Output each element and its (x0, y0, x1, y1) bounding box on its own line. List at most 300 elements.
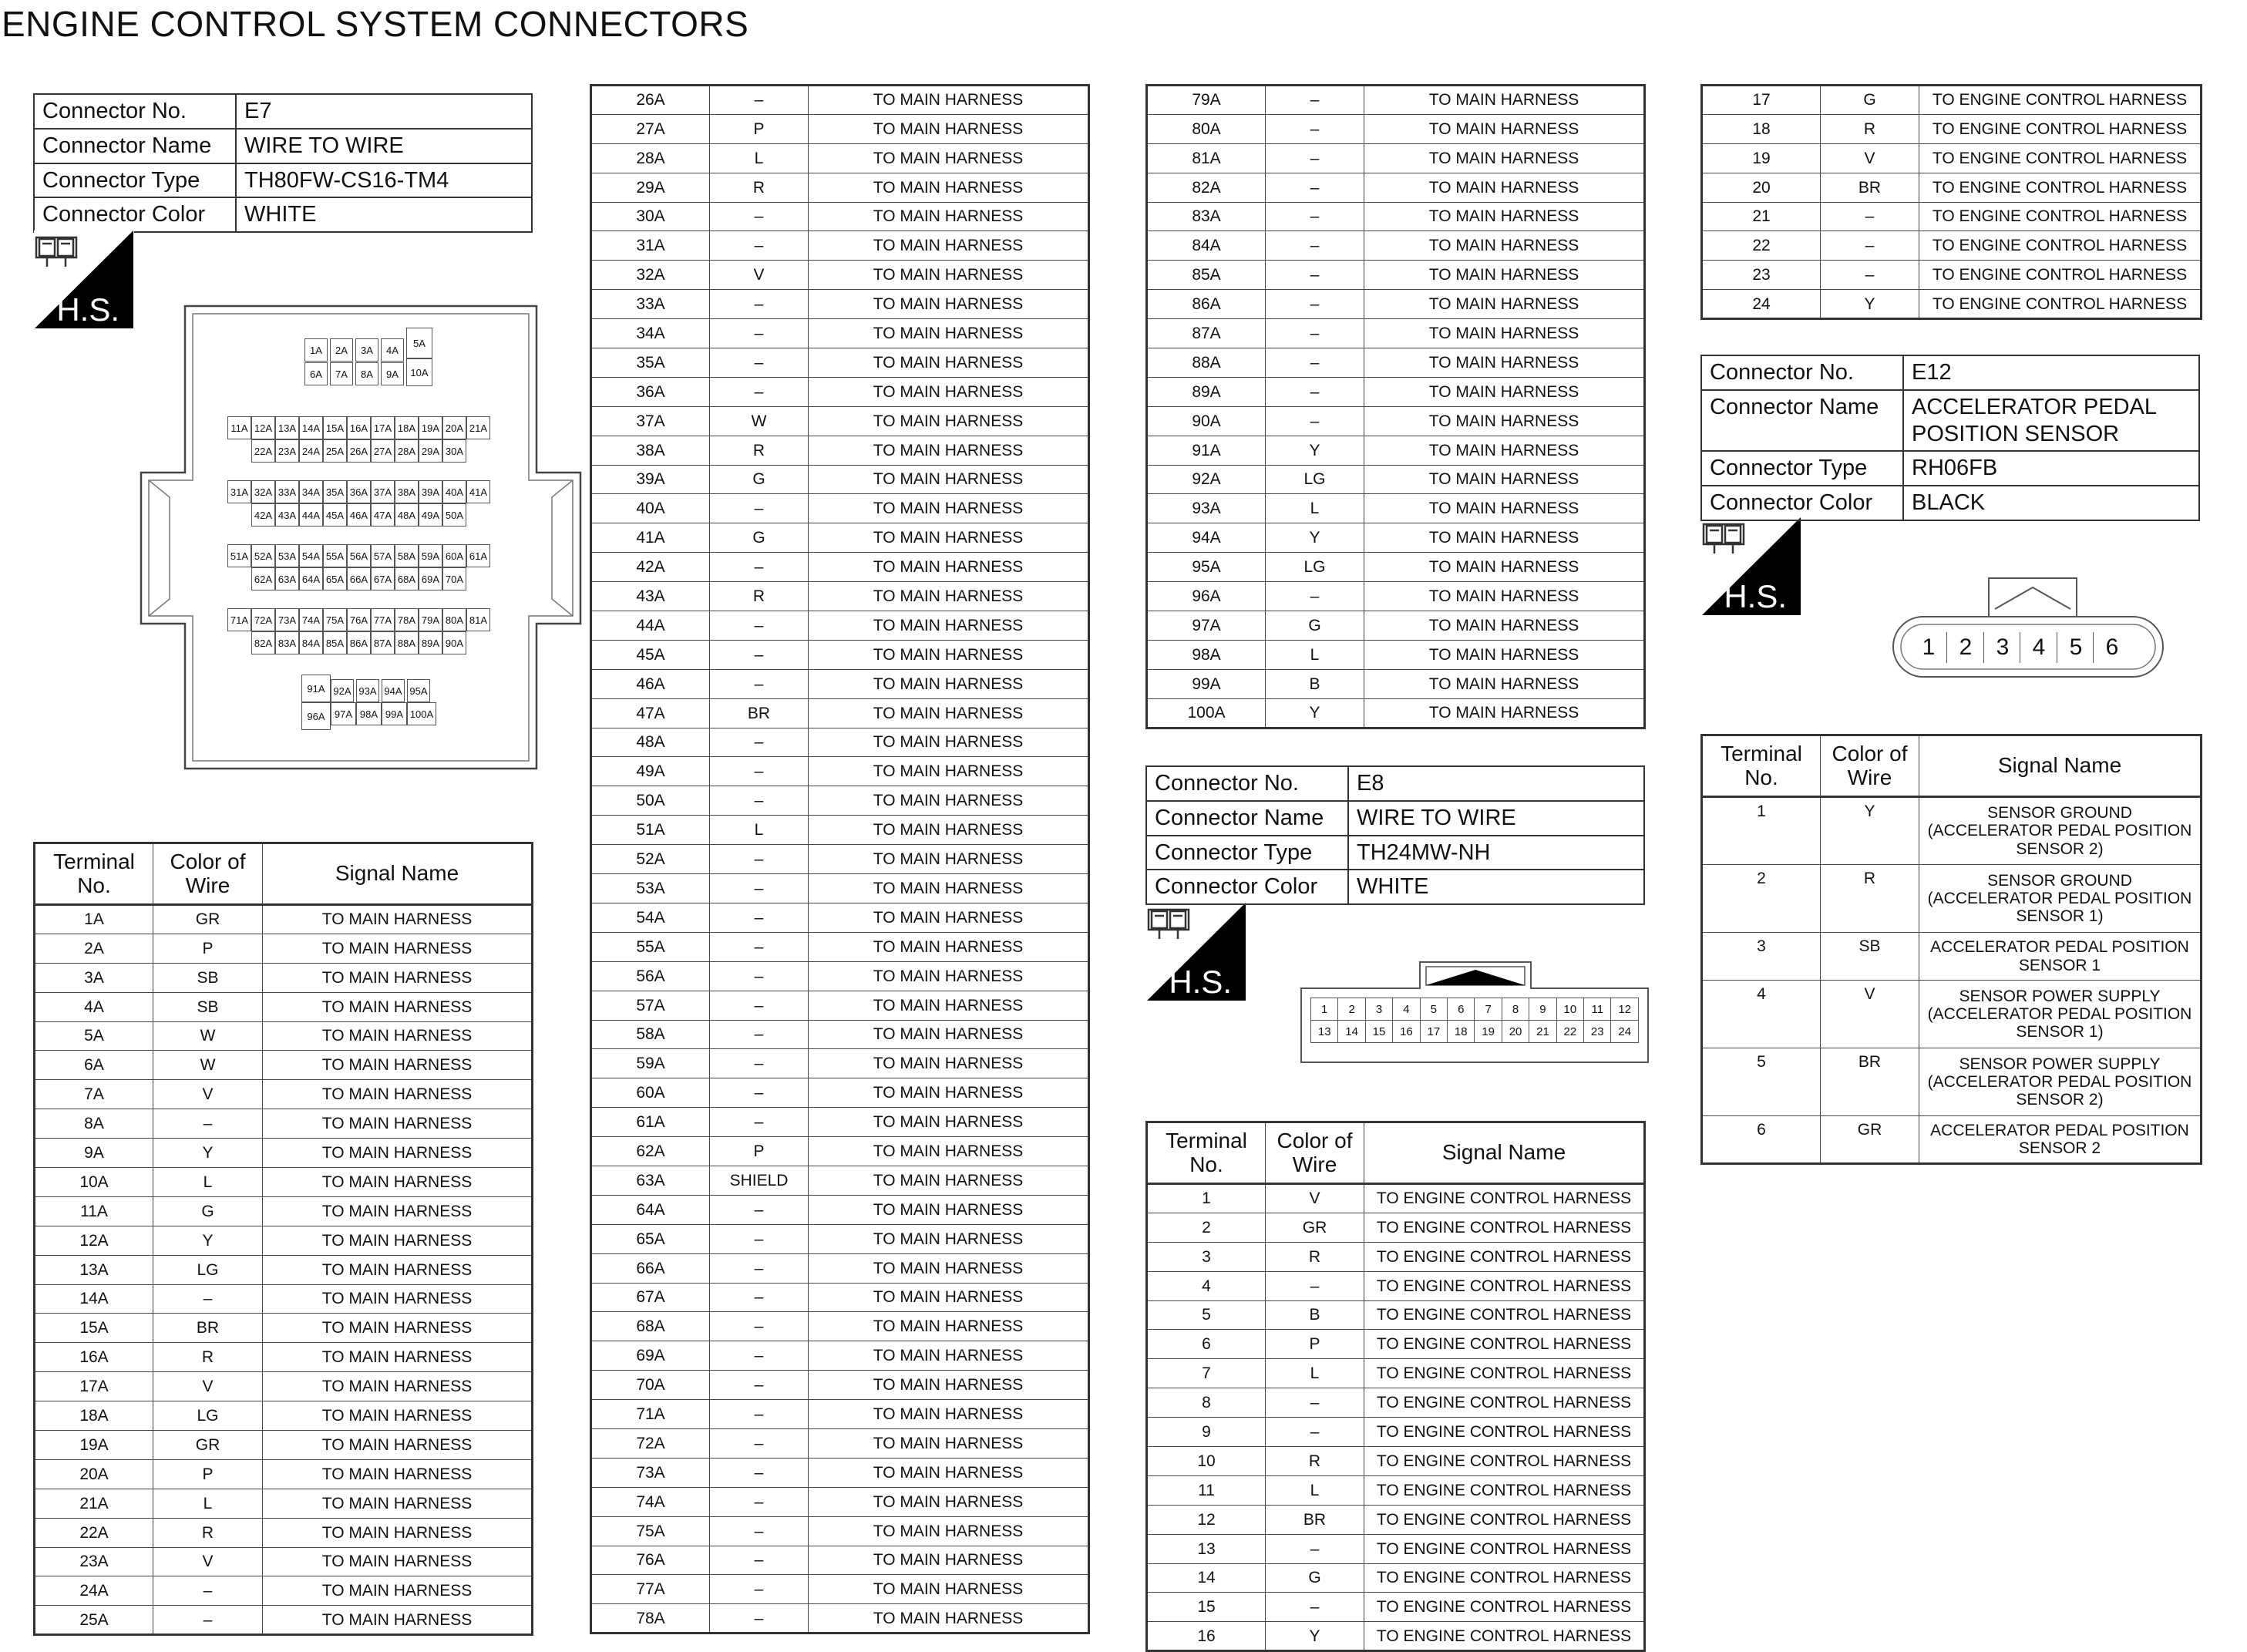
terminal-no: 76A (591, 1546, 710, 1575)
table-row (1147, 1593, 1645, 1622)
pin-cell: 60A (442, 544, 466, 567)
table-row (591, 1078, 1089, 1108)
table-row (591, 786, 1089, 816)
signal-name: TO MAIN HARNESS (809, 932, 1089, 961)
wire-color: Y (1266, 1622, 1364, 1651)
table-row (1147, 553, 1645, 582)
e12-no: E12 (1903, 355, 2199, 390)
table-row (1147, 1330, 1645, 1359)
terminal-no: 51A (591, 816, 710, 845)
wire-color: – (710, 786, 809, 816)
hs-label: H.S. (56, 291, 119, 328)
terminal-no: 15 (1147, 1593, 1266, 1622)
table-row (591, 669, 1089, 698)
wire-color: V (1821, 981, 1919, 1048)
wire-color: – (710, 1487, 809, 1516)
signal-name (1919, 933, 2202, 981)
terminal-no: 2A (35, 934, 153, 963)
table-row (1147, 114, 1645, 143)
e12-color: BLACK (1903, 486, 2199, 520)
signal-name: TO MAIN HARNESS (809, 1575, 1089, 1604)
signal-name: TO MAIN HARNESS (1364, 261, 1645, 290)
wire-color: – (710, 1108, 809, 1137)
wire-color: – (710, 1371, 809, 1400)
terminal-no: 92A (1147, 465, 1266, 494)
terminal-no: 70A (591, 1371, 710, 1400)
signal-name: TO ENGINE CONTROL HARNESS (1364, 1505, 1645, 1534)
wire-color: – (710, 1078, 809, 1108)
wire-color: – (1266, 261, 1364, 290)
terminal-no: 65A (591, 1224, 710, 1253)
terminal-no: 15A (35, 1314, 153, 1343)
signal-name (1919, 797, 2202, 865)
header-color-of-wire: Color of Wire (1266, 1122, 1364, 1184)
header-color-of-wire: Color of Wire (153, 843, 263, 905)
pin-cell: 61A (466, 544, 490, 567)
wire-color: GR (153, 1431, 263, 1460)
pin-cell: 6 (2093, 632, 2131, 663)
signal-name: TO ENGINE CONTROL HARNESS (1364, 1242, 1645, 1271)
signal-name: TO MAIN HARNESS (809, 728, 1089, 757)
wire-color: – (710, 903, 809, 932)
terminal-no: 9 (1147, 1418, 1266, 1447)
terminal-no: 72A (591, 1428, 710, 1458)
wire-color: BR (1266, 1505, 1364, 1534)
wire-color: – (710, 377, 809, 406)
wire-color: LG (1266, 553, 1364, 582)
table-row (35, 1431, 533, 1460)
label-connector-color: Connector Color (34, 197, 236, 232)
table-row (1702, 202, 2202, 231)
wire-color: – (1266, 1271, 1364, 1300)
terminal-no: 67A (591, 1283, 710, 1312)
pin-cell: 4 (1393, 998, 1420, 1021)
table-row (591, 1108, 1089, 1137)
wire-color: – (710, 845, 809, 874)
pin-cell: 1 (1922, 634, 1936, 660)
wire-color: – (710, 669, 809, 698)
signal-name: TO MAIN HARNESS (1364, 114, 1645, 143)
table-row (591, 377, 1089, 406)
signal-name: TO ENGINE CONTROL HARNESS (1364, 1475, 1645, 1505)
pin-cell: 21 (1529, 1021, 1556, 1043)
signal-name: TO MAIN HARNESS (809, 1400, 1089, 1429)
label-connector-no: Connector No. (1146, 766, 1348, 801)
signal-name-line: SENSOR 2) (2016, 1091, 2104, 1109)
pin-cell: 74A (299, 608, 323, 631)
wire-color: – (1266, 143, 1364, 173)
signal-name: TO MAIN HARNESS (809, 1020, 1089, 1049)
terminal-no: 47A (591, 698, 710, 728)
signal-name: TO ENGINE CONTROL HARNESS (1364, 1418, 1645, 1447)
table-row (591, 1400, 1089, 1429)
signal-name: TO MAIN HARNESS (1364, 348, 1645, 378)
table-row (591, 903, 1089, 932)
table-row (35, 1518, 533, 1547)
wire-color: LG (153, 1255, 263, 1284)
wire-color: B (1266, 669, 1364, 698)
wire-color: Y (1266, 698, 1364, 728)
table-row (1702, 865, 2202, 933)
table-row (1147, 319, 1645, 348)
terminal-no: 6 (1702, 1116, 1821, 1164)
header-signal-name: Signal Name (1919, 735, 2202, 797)
signal-name: TO MAIN HARNESS (263, 1284, 533, 1314)
signal-name: TO MAIN HARNESS (809, 494, 1089, 523)
wire-color: – (710, 290, 809, 319)
signal-name: TO ENGINE CONTROL HARNESS (1364, 1184, 1645, 1213)
pin-cell: 50A (442, 503, 466, 527)
pin-cell: 20A (442, 416, 466, 439)
pin-cell: 55A (323, 544, 347, 567)
table-row (1147, 231, 1645, 261)
signal-name: TO MAIN HARNESS (263, 1372, 533, 1401)
signal-name: TO MAIN HARNESS (809, 1516, 1089, 1546)
signal-name: TO ENGINE CONTROL HARNESS (1919, 290, 2202, 319)
wire-color: – (710, 1428, 809, 1458)
table-row (1147, 173, 1645, 202)
signal-name: TO ENGINE CONTROL HARNESS (1364, 1213, 1645, 1242)
signal-name: TO MAIN HARNESS (1364, 319, 1645, 348)
wire-color: L (1266, 640, 1364, 669)
pin-cell: 25A (323, 439, 347, 463)
table-row (591, 816, 1089, 845)
terminal-no: 5A (35, 1021, 153, 1051)
terminal-no: 82A (1147, 173, 1266, 202)
wire-color: L (153, 1168, 263, 1197)
pin-cell: 51A (227, 544, 251, 567)
wire-color: G (710, 523, 809, 553)
wire-color: – (710, 1312, 809, 1341)
wire-color: – (710, 1575, 809, 1604)
table-row (591, 143, 1089, 173)
terminal-no: 22 (1702, 231, 1821, 261)
wire-color: – (1266, 377, 1364, 406)
signal-name: TO MAIN HARNESS (809, 698, 1089, 728)
terminal-no: 21A (35, 1489, 153, 1518)
wire-color: R (710, 436, 809, 465)
header-terminal-no: Terminal No. (1702, 735, 1821, 797)
table-row (1702, 231, 2202, 261)
pin-cell: 98A (356, 702, 382, 725)
terminal-no: 17 (1702, 86, 1821, 115)
wire-color: GR (1266, 1213, 1364, 1242)
terminal-no: 56A (591, 961, 710, 991)
table-row (591, 290, 1089, 319)
signal-name: TO MAIN HARNESS (809, 1487, 1089, 1516)
terminal-no: 73A (591, 1458, 710, 1487)
terminal-no: 45A (591, 640, 710, 669)
signal-name-line: SENSOR 2 (2018, 1139, 2101, 1157)
table-row (591, 523, 1089, 553)
terminal-no: 71A (591, 1400, 710, 1429)
table-row (35, 1489, 533, 1518)
wire-color: R (1821, 114, 1919, 143)
terminal-no: 98A (1147, 640, 1266, 669)
pin-cell: 13A (275, 416, 299, 439)
table-row (35, 905, 533, 934)
pin-cell: 47A (371, 503, 395, 527)
pin-cell: 73A (275, 608, 299, 631)
pin-cell: 62A (251, 567, 275, 590)
table-row (591, 348, 1089, 378)
table-row (591, 1546, 1089, 1575)
pin-cell: 6A (304, 362, 328, 385)
table-row (591, 1487, 1089, 1516)
terminal-no: 7 (1147, 1359, 1266, 1388)
signal-name-line: SENSOR 1 (2018, 956, 2101, 974)
pin-cell: 63A (275, 567, 299, 590)
table-row (591, 582, 1089, 611)
signal-name: TO MAIN HARNESS (263, 1255, 533, 1284)
table-row (1147, 523, 1645, 553)
pin-cell: 99A (382, 702, 407, 725)
pin-cell: 88A (395, 631, 419, 654)
table-row (1147, 1300, 1645, 1330)
wire-color: – (710, 319, 809, 348)
terminal-no: 55A (591, 932, 710, 961)
pin-cell: 18A (395, 416, 419, 439)
pin-cell: 3 (1365, 998, 1392, 1021)
wire-color: – (710, 1195, 809, 1224)
signal-name: TO MAIN HARNESS (809, 611, 1089, 641)
terminal-no: 85A (1147, 261, 1266, 290)
terminal-no: 14A (35, 1284, 153, 1314)
terminal-no: 35A (591, 348, 710, 378)
pin-cell: 12A (251, 416, 275, 439)
wire-color: – (710, 1020, 809, 1049)
e8-name: WIRE TO WIRE (1348, 801, 1644, 836)
terminal-no: 28A (591, 143, 710, 173)
signal-name: TO MAIN HARNESS (809, 1195, 1089, 1224)
table-row (35, 1109, 533, 1139)
wire-color: – (1266, 1388, 1364, 1418)
pin-cell: 15A (323, 416, 347, 439)
table-row (1147, 1388, 1645, 1418)
pin-cell: 14 (1338, 1021, 1365, 1043)
pin-cell: 84A (299, 631, 323, 654)
pin-cell: 2 (1946, 632, 1984, 663)
signal-name: TO MAIN HARNESS (809, 1253, 1089, 1283)
signal-name: TO MAIN HARNESS (263, 1606, 533, 1635)
e12-terminal-table (1700, 734, 2202, 1165)
terminal-no: 4 (1147, 1271, 1266, 1300)
pin-cell: 45A (323, 503, 347, 527)
terminal-no: 18A (35, 1401, 153, 1431)
wire-color: – (1266, 406, 1364, 436)
table-row (1147, 1475, 1645, 1505)
signal-name: TO MAIN HARNESS (809, 173, 1089, 202)
signal-name-line: (ACCELERATOR PEDAL POSITION (1927, 1072, 2192, 1091)
terminal-no: 19 (1702, 143, 1821, 173)
terminal-no: 36A (591, 377, 710, 406)
pin-cell: 31A (227, 480, 251, 503)
table-row (591, 874, 1089, 903)
table-row (1147, 698, 1645, 728)
label-connector-color: Connector Color (1701, 486, 1903, 520)
wire-color: – (710, 991, 809, 1020)
signal-name-line: (ACCELERATOR PEDAL POSITION (1927, 889, 2192, 907)
signal-name: TO MAIN HARNESS (263, 963, 533, 992)
table-row (591, 1371, 1089, 1400)
e8-terminal-table-cont (1700, 84, 2202, 320)
signal-name: TO MAIN HARNESS (1364, 290, 1645, 319)
terminal-no: 33A (591, 290, 710, 319)
table-row (591, 114, 1089, 143)
e8-connector-face (1300, 961, 1650, 1064)
e12-type: RH06FB (1903, 451, 2199, 486)
terminal-no: 59A (591, 1049, 710, 1078)
terminal-no: 10A (35, 1168, 153, 1197)
e7-name: WIRE TO WIRE (236, 129, 532, 163)
wire-color: – (1266, 86, 1364, 115)
wire-color: P (1266, 1330, 1364, 1359)
pin-cell: 89A (419, 631, 442, 654)
table-row (35, 1255, 533, 1284)
signal-name: TO ENGINE CONTROL HARNESS (1364, 1359, 1645, 1388)
terminal-no: 75A (591, 1516, 710, 1546)
terminal-no: 83A (1147, 202, 1266, 231)
pin-cell: 2A (330, 338, 353, 362)
pin-cell: 54A (299, 544, 323, 567)
wire-color: – (710, 1283, 809, 1312)
wire-color: P (710, 1137, 809, 1166)
table-row (35, 1459, 533, 1489)
terminal-no: 97A (1147, 611, 1266, 641)
wire-color: SB (1821, 933, 1919, 981)
wire-color: SHIELD (710, 1166, 809, 1195)
pin-cell: 4 (2020, 632, 2057, 663)
pin-cell: 34A (299, 480, 323, 503)
signal-name: TO MAIN HARNESS (809, 1341, 1089, 1371)
signal-name: TO MAIN HARNESS (263, 1080, 533, 1109)
terminal-no: 32A (591, 261, 710, 290)
terminal-no: 21 (1702, 202, 1821, 231)
signal-name: TO ENGINE CONTROL HARNESS (1919, 173, 2202, 202)
terminal-no: 22A (35, 1518, 153, 1547)
e7-terminal-table-cont (590, 84, 1090, 1634)
terminal-no: 46A (591, 669, 710, 698)
terminal-no: 43A (591, 582, 710, 611)
wire-color: – (710, 611, 809, 641)
signal-name: TO MAIN HARNESS (263, 1431, 533, 1460)
wire-color: – (710, 640, 809, 669)
wire-color: – (710, 757, 809, 786)
table-row (591, 553, 1089, 582)
table-row (1147, 261, 1645, 290)
terminal-no: 90A (1147, 406, 1266, 436)
pin-cell: 92A (331, 679, 354, 702)
pin-cell: 39A (419, 480, 442, 503)
wire-color: – (710, 1341, 809, 1371)
table-row (1702, 143, 2202, 173)
wire-color: W (153, 1021, 263, 1051)
signal-name: TO MAIN HARNESS (1364, 698, 1645, 728)
table-row (591, 494, 1089, 523)
table-row (1702, 981, 2202, 1048)
pin-cell: 8A (355, 362, 378, 385)
wire-color: – (1821, 261, 1919, 290)
terminal-no: 24 (1702, 290, 1821, 319)
wire-color: G (153, 1196, 263, 1226)
wire-color: GR (153, 905, 263, 934)
wire-color: V (710, 261, 809, 290)
wire-color: – (1821, 202, 1919, 231)
table-row (591, 1516, 1089, 1546)
table-row (1147, 348, 1645, 378)
table-row (1147, 1213, 1645, 1242)
signal-name: TO MAIN HARNESS (809, 1224, 1089, 1253)
table-row (1147, 1418, 1645, 1447)
pin-cell: 23 (1584, 1021, 1611, 1043)
terminal-no: 6 (1147, 1330, 1266, 1359)
pin-cell: 42A (251, 503, 275, 527)
pin-cell: 46A (347, 503, 371, 527)
wire-color: LG (1266, 465, 1364, 494)
signal-name: TO MAIN HARNESS (1364, 173, 1645, 202)
signal-name: TO MAIN HARNESS (809, 436, 1089, 465)
signal-name: TO MAIN HARNESS (809, 1428, 1089, 1458)
wire-color: – (1266, 1418, 1364, 1447)
signal-name-line: (ACCELERATOR PEDAL POSITION (1927, 822, 2192, 840)
signal-name-line: ACCELERATOR PEDAL POSITION (1930, 1121, 2189, 1139)
terminal-no: 12 (1147, 1505, 1266, 1534)
pin-cell: 35A (323, 480, 347, 503)
wire-color: L (1266, 494, 1364, 523)
wire-color: V (1821, 143, 1919, 173)
table-row (591, 728, 1089, 757)
wire-color: SB (153, 992, 263, 1021)
terminal-no: 20A (35, 1459, 153, 1489)
table-row (591, 1604, 1089, 1633)
wire-color: – (710, 1400, 809, 1429)
hs-label: H.S. (1169, 964, 1232, 1000)
e12-connector-info (1700, 355, 2200, 521)
table-row (35, 1284, 533, 1314)
signal-name: TO MAIN HARNESS (809, 669, 1089, 698)
signal-name: TO MAIN HARNESS (263, 1518, 533, 1547)
terminal-no: 54A (591, 903, 710, 932)
table-row (1147, 406, 1645, 436)
pin-cell: 22 (1556, 1021, 1583, 1043)
signal-name: TO MAIN HARNESS (263, 1401, 533, 1431)
table-row (1147, 377, 1645, 406)
e7-color: WHITE (236, 197, 532, 232)
pin-cell: 91A (301, 675, 331, 702)
signal-name (1919, 1048, 2202, 1116)
signal-name: TO MAIN HARNESS (809, 290, 1089, 319)
pin-cell: 69A (419, 567, 442, 590)
signal-name: TO ENGINE CONTROL HARNESS (1364, 1593, 1645, 1622)
signal-name: TO MAIN HARNESS (1364, 231, 1645, 261)
table-row (591, 845, 1089, 874)
terminal-no: 38A (591, 436, 710, 465)
wire-color: P (710, 114, 809, 143)
wire-color: L (1266, 1359, 1364, 1388)
table-row (35, 1226, 533, 1255)
terminal-no: 12A (35, 1226, 153, 1255)
signal-name-line: SENSOR POWER SUPPLY (1959, 987, 2161, 1005)
hs-icon (1145, 902, 1247, 1002)
pin-cell: 67A (371, 567, 395, 590)
table-row (591, 231, 1089, 261)
signal-name: TO MAIN HARNESS (263, 1196, 533, 1226)
wire-color: W (153, 1051, 263, 1080)
terminal-no: 13 (1147, 1534, 1266, 1563)
wire-color: L (153, 1489, 263, 1518)
e8-no: E8 (1348, 766, 1644, 801)
pin-cell: 64A (299, 567, 323, 590)
